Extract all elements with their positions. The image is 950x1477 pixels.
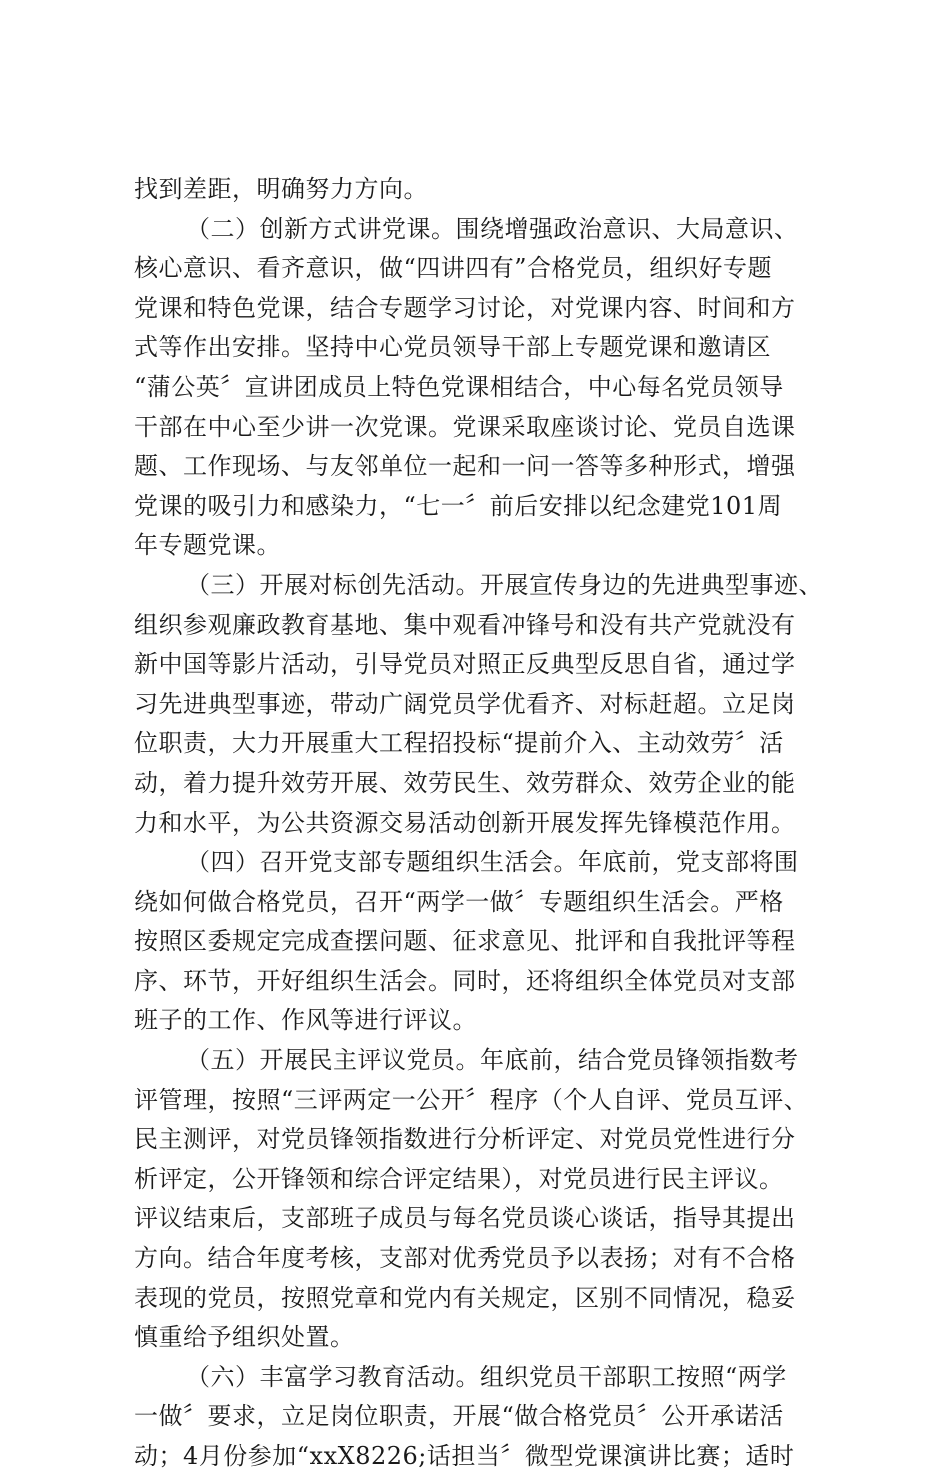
- text-line: 慎重给予组织处置。: [134, 1323, 355, 1352]
- text-line: 评管理，按照“三评两定一公开〞程序（个人自评、党员互评、: [134, 1085, 809, 1114]
- text-line: 习先进典型事迹，带动广阔党员学优看齐、对标赶超。立足岗: [134, 689, 796, 718]
- text-line: 核心意识、看齐意识，做“四讲四有”合格党员，组织好专题: [134, 254, 773, 283]
- text-line-section-3: （三）开展对标创先活动。开展宣传身边的先进典型事迹、: [186, 570, 823, 599]
- text-line: 位职责，大力开展重大工程招投标“提前介入、主动效劳〞活: [134, 729, 784, 758]
- text-line: 式等作出安排。坚持中心党员领导干部上专题党课和邀请区: [134, 333, 771, 362]
- text-line: 方向。结合年度考核，支部对优秀党员予以表扬；对有不合格: [134, 1244, 796, 1273]
- text-line: 析评定，公开锋领和综合评定结果），对党员进行民主评议。: [134, 1164, 784, 1193]
- text-line: 民主测评，对党员锋领指数进行分析评定、对党员党性进行分: [134, 1125, 796, 1154]
- text-line-section-2: （二）创新方式讲党课。围绕增强政治意识、大局意识、: [186, 214, 799, 243]
- text-line: 党课的吸引力和感染力，“七一〞前后安排以纪念建党101周: [134, 491, 783, 520]
- text-line-section-6: （六）丰富学习教育活动。组织党员干部职工按照“两学: [186, 1362, 787, 1391]
- text-line: 序、环节，开好组织生活会。同时，还将组织全体党员对支部: [134, 966, 796, 995]
- text-line: 力和水平，为公共资源交易活动创新开展发挥先锋模范作用。: [134, 808, 796, 837]
- text-line: 按照区委规定完成查摆问题、征求意见、批评和自我批评等程: [134, 927, 796, 956]
- text-line: 年专题党课。: [134, 531, 281, 560]
- text-line: 新中国等影片活动，引导党员对照正反典型反思自省，通过学: [134, 650, 796, 679]
- body-text: [134, 170, 824, 1477]
- text-line: 题、工作现场、与友邻单位一起和一问一答等多种形式，增强: [134, 452, 796, 481]
- text-line: “蒲公英〞宣讲团成员上特色党课相结合，中心每名党员领导: [134, 372, 784, 401]
- text-line-section-4: （四）召开党支部专题组织生活会。年底前，党支部将围: [186, 848, 799, 877]
- text-line: 动；4月份参加“xxX8226;话担当〞微型党课演讲比赛；适时: [134, 1442, 795, 1470]
- text-line: 党课和特色党课，结合专题学习讨论，对党课内容、时间和方: [134, 293, 796, 322]
- text-line: 班子的工作、作风等进行评议。: [134, 1006, 477, 1035]
- text-line: 动，着力提升效劳开展、效劳民生、效劳群众、效劳企业的能: [134, 768, 796, 797]
- text-line-section-5: （五）开展民主评议党员。年底前，结合党员锋领指数考: [186, 1046, 799, 1075]
- text-line: 找到差距，明确努力方向。: [134, 175, 428, 203]
- text-line: 绕如何做合格党员，召开“两学一做〞专题组织生活会。严格: [134, 887, 784, 916]
- text-line: 评议结束后，支部班子成员与每名党员谈心谈话，指导其提出: [134, 1204, 796, 1233]
- text-line: 一做〞要求，立足岗位职责，开展“做合格党员〞公开承诺活: [134, 1402, 784, 1431]
- text-line: 表现的党员，按照党章和党内有关规定，区别不同情况，稳妥: [134, 1283, 796, 1312]
- text-line: 组织参观廉政教育基地、集中观看冲锋号和没有共产党就没有: [134, 610, 796, 639]
- text-line: 干部在中心至少讲一次党课。党课采取座谈讨论、党员自选课: [134, 412, 796, 441]
